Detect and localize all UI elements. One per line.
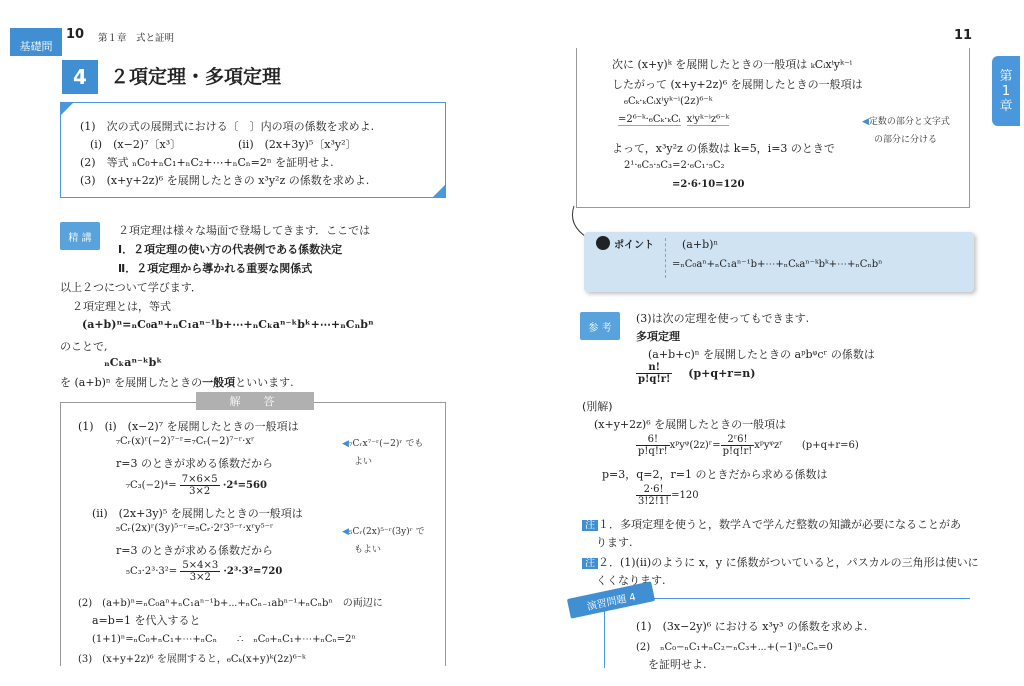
note-1-text: １．多項定理を使うと，数学Ａで学んだ整数の知識が必要になることがあ [598, 518, 961, 531]
section-number: 4 [62, 60, 98, 94]
variable-part: xⁱyᵏ⁻ⁱz⁶⁻ᵏ [686, 114, 730, 125]
problem-q1-ii: (ii) (2x+3y)⁵〔x³y²〕 [238, 138, 357, 151]
right-note: の部分に分ける [874, 135, 938, 145]
point-line1: (a+b)ⁿ [682, 238, 719, 251]
answer-line: a=b=1 を代入すると [92, 614, 201, 627]
calc-post: ·2³·3²=720 [223, 566, 283, 577]
fraction-den: p!q!r! [722, 446, 753, 457]
answer-line: (2) (a+b)ⁿ=ₙC₀aⁿ+ₙC₁aⁿ⁻¹b+⋯+ₙCₙ₋₁abⁿ⁻¹+ₙCₙbⁿ の両辺に [78, 598, 383, 609]
answer-calc-1 [126, 474, 267, 497]
sanko-line1: (3)は次の定理を使ってもできます. [636, 312, 810, 325]
page-number-left: 10 [66, 27, 85, 42]
answer-note: よい [354, 457, 373, 467]
fraction-num: 5×4×3 [182, 560, 219, 571]
right-line: 次に (x+y)ᵏ を展開したときの一般項は ₖCᵢxⁱyᵏ⁻ⁱ [612, 58, 853, 71]
triangle-left-icon: ◀ [342, 527, 349, 537]
fraction [721, 434, 755, 457]
betsukai-formula [636, 434, 859, 457]
problem-q3: (3) (x+y+2z)⁶ を展開したときの x³y²z の係数を求めよ. [80, 174, 370, 187]
formula-cond: (p+q+r=6) [801, 440, 859, 451]
betsukai-label: (別解) [582, 400, 613, 413]
point-divider [665, 238, 666, 278]
answer-line: (1+1)ⁿ=ₙC₀+ₙC₁+⋯+ₙCₙ ∴ ₙC₀+ₙC₁+⋯+ₙCₙ=2ⁿ [92, 634, 356, 645]
chu-badge: 注 [582, 520, 598, 531]
triangle-left-icon: ◀ [862, 117, 869, 127]
answer-line: ₇Cᵣ(x)ʳ(−2)⁷⁻ʳ=₇Cᵣ(−2)⁷⁻ʳ·xʳ [116, 436, 255, 447]
right-line: 2¹·₆C₅·₅C₃=2·₆C₁·₅C₂ [624, 160, 725, 171]
sanko-line3: (a+b+c)ⁿ を展開したときの aᵖbᵠcʳ の係数は [648, 348, 875, 361]
exercise-tab: 演習問題 4 [567, 581, 655, 618]
right-note [862, 114, 950, 127]
seiko-item2: Ⅱ．２項定理から導かれる重要な関係式 [118, 262, 313, 275]
betsukai-line: p=3，q=2，r=1 のときだから求める係数は [602, 468, 828, 481]
fraction-num: 2ʳ6! [721, 434, 755, 446]
general-term: ₙCₖaⁿ⁻ᵏbᵏ [104, 356, 163, 369]
answer-note [342, 524, 425, 537]
fraction-den: 3×2 [189, 486, 211, 497]
exercise-line: を証明せよ. [648, 658, 707, 671]
fraction-den: 3!2!1! [638, 496, 670, 507]
sanko-badge: 参 考 [580, 312, 620, 340]
seiko-item1: Ⅰ．２項定理の使い方の代表例である係数決定 [118, 243, 343, 256]
corner-triangle-icon [60, 102, 74, 116]
fraction-num: 2·6! [636, 484, 671, 496]
corner-triangle-icon [432, 184, 446, 198]
result-post: =120 [671, 490, 699, 501]
exercise-line: (1) (3x−2y)⁶ における x³y³ の係数を求めよ. [636, 620, 868, 633]
seiko-line3: ２項定理とは，等式 [72, 300, 171, 313]
fraction-den: 3×2 [189, 572, 211, 583]
seiko-line1: ２項定理は様々な場面で登場してきます．ここでは [118, 224, 371, 237]
note-1 [582, 516, 961, 532]
chapter-tab [992, 56, 1020, 126]
chapter-tab-char: 1 [1001, 83, 1011, 99]
point-label: ポイント [614, 240, 654, 251]
seiko-line5 [60, 374, 294, 390]
continued-answer-box [576, 48, 970, 208]
answer-line: (ii) (2x+3y)⁵ を展開したときの一般項は [92, 507, 303, 520]
fraction-den: p!q!r! [638, 446, 668, 457]
fraction [636, 434, 670, 457]
point-line2: =ₙC₀aⁿ+ₙC₁aⁿ⁻¹b+⋯+ₙCₖaⁿ⁻ᵏbᵏ+⋯+ₙCₙbⁿ [672, 259, 883, 270]
note-text: ₇Cᵣx⁷⁻ʳ(−2)ʳ でも [348, 439, 424, 449]
note-1-cont: ります. [596, 536, 633, 549]
answer-line: r=3 のときが求める係数だから [116, 457, 273, 470]
note-2 [582, 554, 979, 570]
answer-line: (3) (x+y+2z)⁶ を展開すると，₆Cₖ(x+y)ᵏ(2z)⁶⁻ᵏ [78, 654, 306, 665]
exercise-line: (2) ₙC₀−ₙC₁+ₙC₂−ₙC₃+⋯+(−1)ⁿₙCₙ=0 [636, 642, 833, 653]
fraction-num: n! [636, 362, 672, 374]
note-text: ₅Cᵣ(2x)⁵⁻ʳ(3y)ʳ で [348, 527, 425, 537]
answer-line: (1) (i) (x−2)⁷ を展開したときの一般項は [78, 420, 299, 433]
right-line: ₆Cₖ·ₖCᵢxⁱyᵏ⁻ⁱ(2z)⁶⁻ᵏ [624, 96, 713, 107]
chu-badge: 注 [582, 558, 598, 569]
seiko-line5-bold: 一般項 [202, 376, 236, 389]
seiko-line5-a: を (a+b)ⁿ を展開したときの [60, 376, 203, 389]
fraction [636, 362, 672, 385]
formula-mid: xᵖyᵠ(2z)ʳ= [669, 440, 721, 451]
pin-icon [596, 236, 610, 250]
answer-note [342, 436, 423, 449]
right-line: よって，x³y²z の係数は k=5，i=3 のときで [612, 142, 835, 155]
sanko-line2: 多項定理 [636, 330, 680, 343]
fraction-den: p!q!r! [638, 374, 671, 385]
betsukai-result [636, 484, 699, 507]
betsukai-line: (x+y+2z)⁶ を展開したときの一般項は [594, 418, 787, 431]
fraction [180, 560, 220, 583]
calc-pre: ₇C₃(−2)⁴= [126, 480, 177, 491]
seiko-line2: 以上２つについて学びます． [60, 281, 202, 294]
formula-post: xᵖyᵠzʳ [754, 440, 783, 451]
problem-q1: (1) 次の式の展開式における〔 〕内の項の係数を求めよ. [80, 120, 375, 133]
problem-q1-i: (i) (x−2)⁷〔x³〕 [90, 138, 182, 151]
calc-post: ·2⁴=560 [222, 480, 267, 491]
multinomial-coef [636, 362, 756, 385]
problem-q2: (2) 等式 ₙC₀+ₙC₁+ₙC₂+⋯+ₙCₙ=2ⁿ を証明せよ. [80, 156, 334, 169]
right-line: したがって (x+y+2z)⁶ を展開したときの一般項は [612, 78, 863, 91]
note-2-text: ２．(1)(ii)のように x，y に係数がついていると，パスカルの三角形は使いに [598, 556, 979, 569]
fraction [636, 484, 671, 507]
section-title: ２項定理・多項定理 [110, 66, 282, 88]
right-line-split [618, 114, 729, 125]
fraction-num: 6! [636, 434, 670, 446]
constant-part: =2⁶⁻ᵏ·₆Cₖ·ₖCᵢ [618, 114, 681, 125]
fraction [180, 474, 220, 497]
answer-line: r=3 のときが求める係数だから [116, 544, 273, 557]
right-line: =2·6·10=120 [672, 179, 745, 190]
binomial-formula: (a+b)ⁿ=ₙC₀aⁿ+ₙC₁aⁿ⁻¹b+⋯+ₙCₖaⁿ⁻ᵏbᵏ+⋯+ₙCₙbⁿ [82, 318, 374, 331]
page-number-right: 11 [954, 28, 973, 43]
kiso-tab: 基礎問 [10, 28, 62, 56]
calc-pre: ₅C₃·2³·3²= [126, 566, 178, 577]
answer-calc-2 [126, 560, 282, 583]
multinomial-cond: (p+q+r=n) [688, 366, 756, 380]
fraction-num: 7×6×5 [181, 474, 218, 485]
note-2-cont: くくなります. [596, 574, 666, 587]
seiko-badge: 精 講 [60, 222, 100, 250]
answer-line: ₅Cᵣ(2x)ʳ(3y)⁵⁻ʳ=₅Cᵣ·2ʳ3⁵⁻ʳ·xʳy⁵⁻ʳ [116, 523, 274, 534]
answer-note: もよい [354, 545, 382, 555]
triangle-left-icon: ◀ [342, 439, 349, 449]
chapter-header-left: 第１章 式と証明 [98, 33, 175, 44]
seiko-line4: のことで, [60, 340, 108, 353]
seiko-line5-c: といいます. [235, 376, 294, 389]
note-text: 定数の部分と文字式 [868, 117, 950, 127]
chapter-tab-char: 第 [999, 68, 1013, 84]
answer-title: 解 答 [196, 392, 314, 410]
chapter-tab-char: 章 [999, 98, 1013, 114]
